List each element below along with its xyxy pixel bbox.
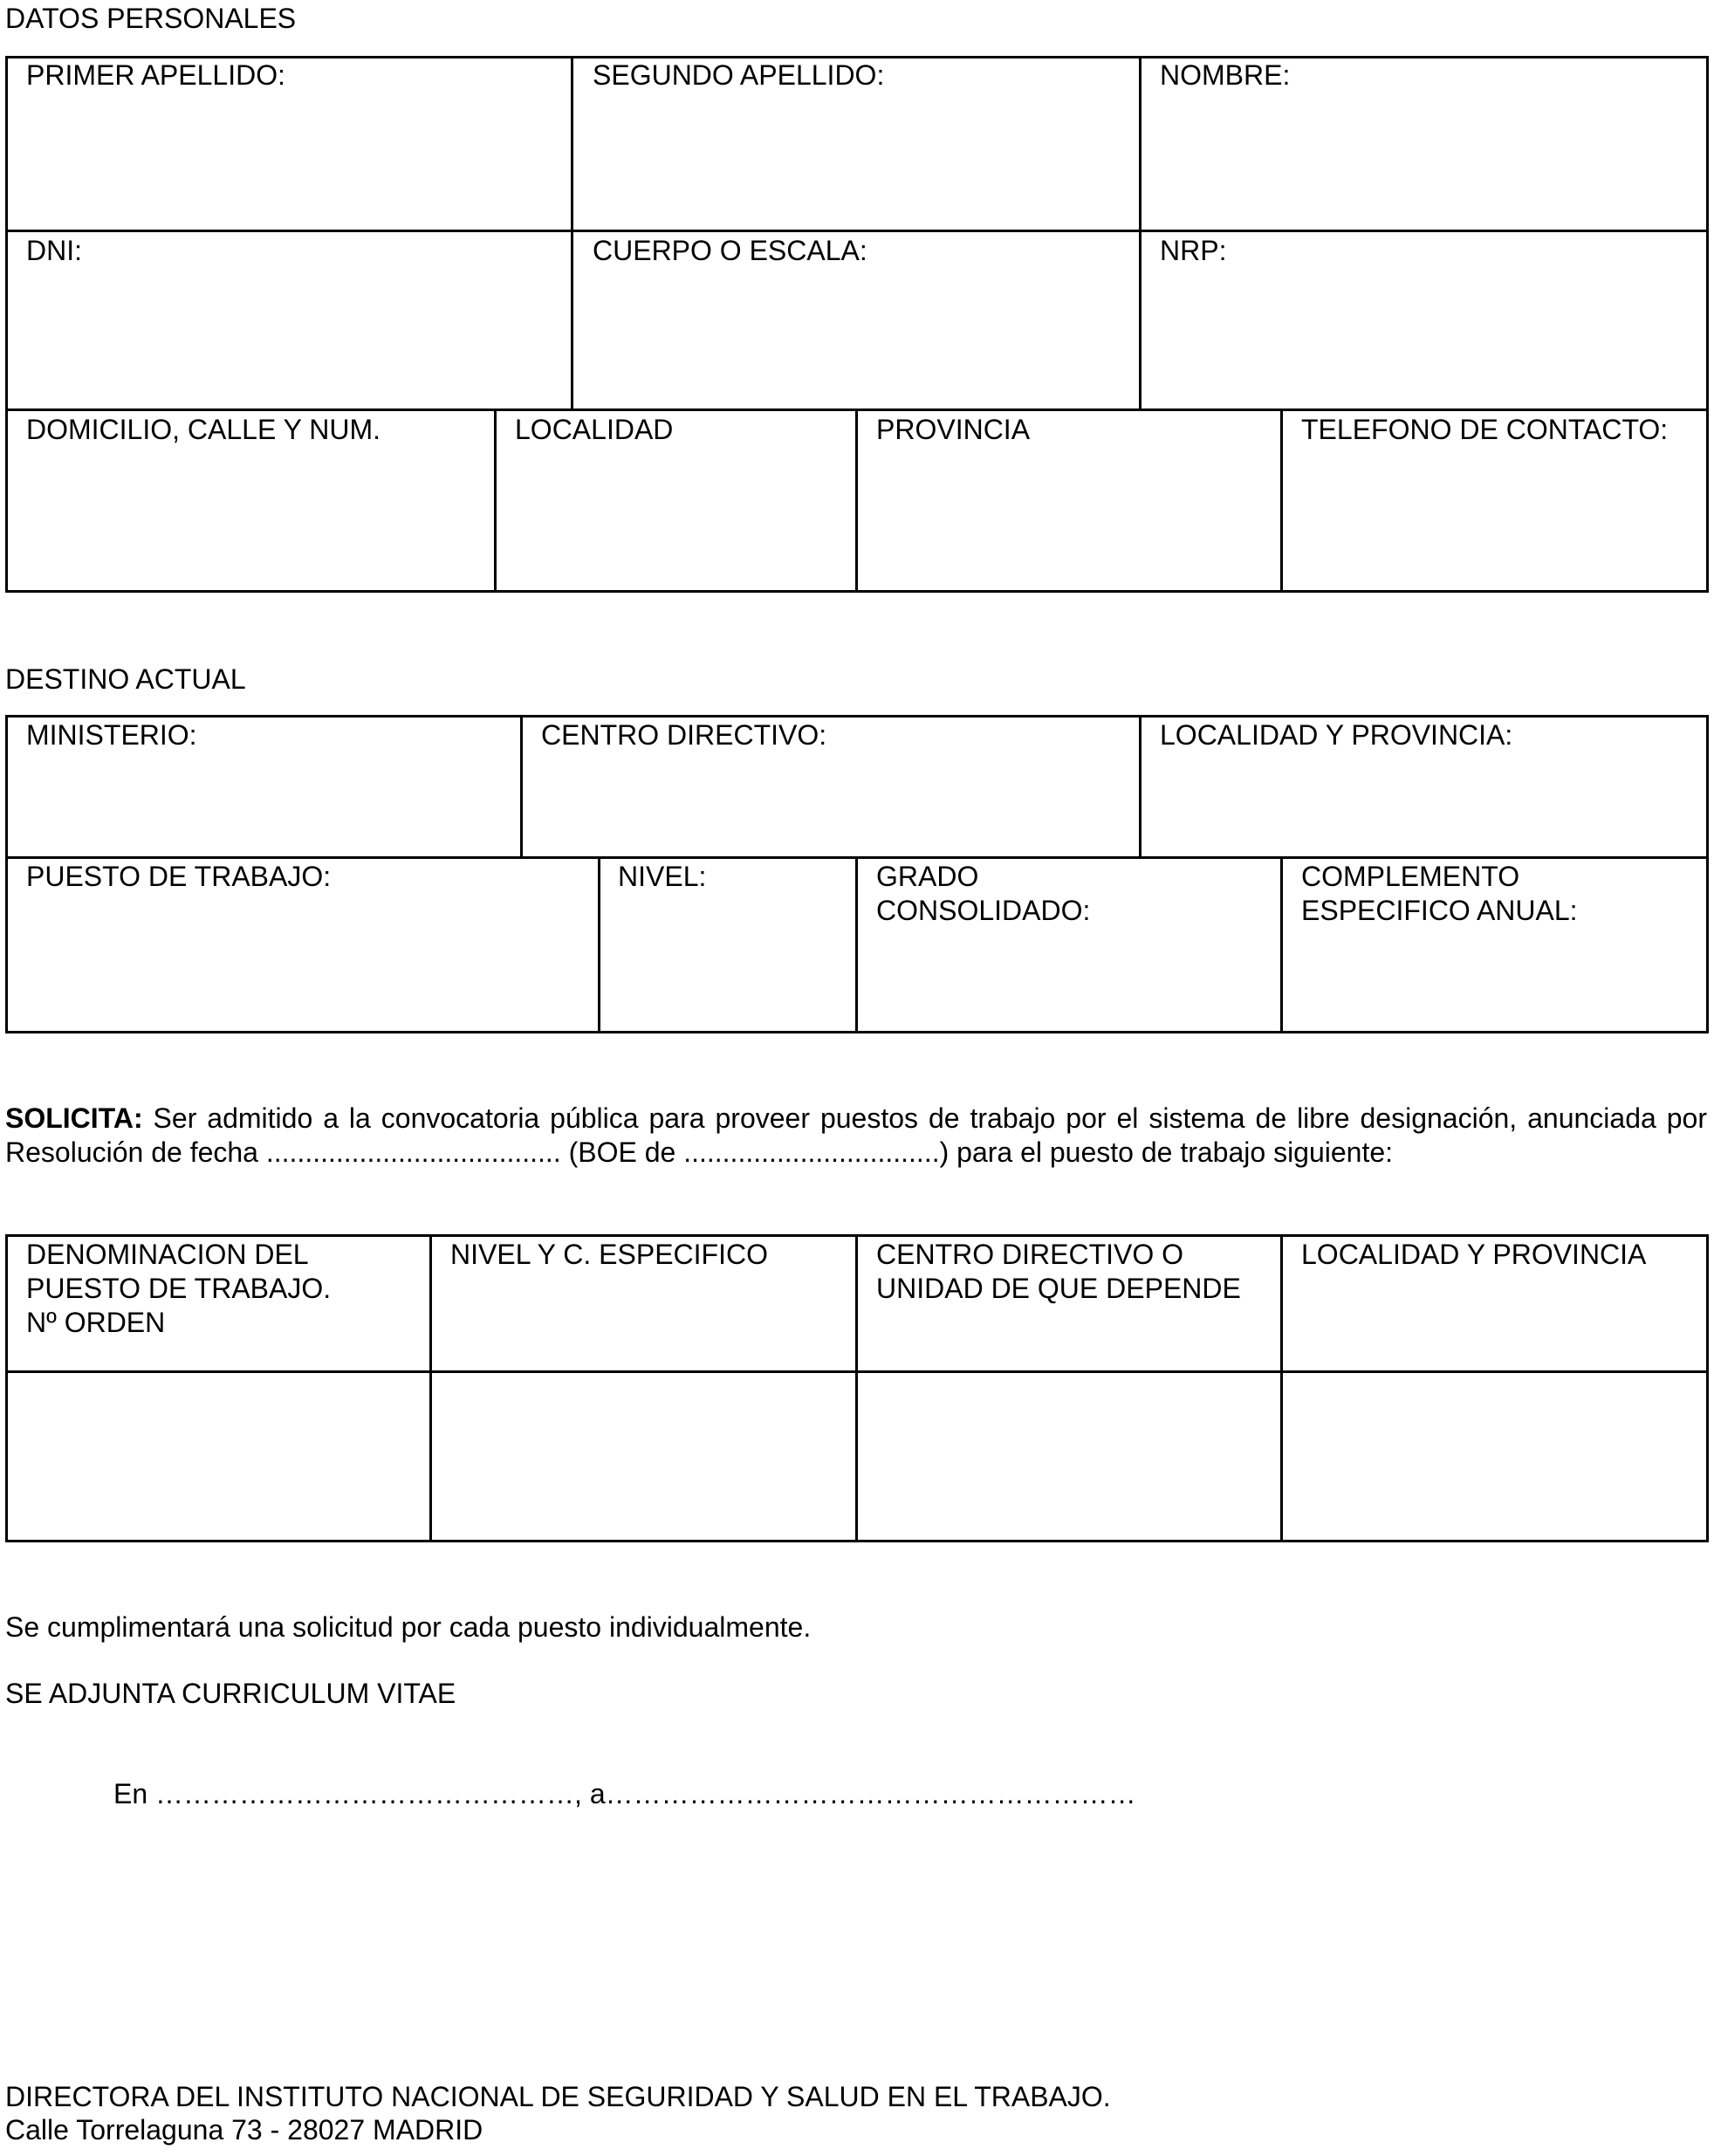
puesto-trabajo-label: PUESTO DE TRABAJO: xyxy=(26,861,332,892)
footer-address: Calle Torrelaguna 73 - 28027 MADRID xyxy=(5,2114,483,2146)
section-heading-destino-actual: DESTINO ACTUAL xyxy=(5,663,246,695)
localidad-provincia-header: LOCALIDAD Y PROVINCIA xyxy=(1301,1239,1647,1270)
localidad-label: LOCALIDAD xyxy=(515,414,674,445)
footer-addressee: DIRECTORA DEL INSTITUTO NACIONAL DE SEGURIDAD Y SALUD EN EL TRABAJO. xyxy=(5,2081,1111,2112)
place-date-line: En ………………………………………, a………………………………………………… xyxy=(113,1778,1136,1809)
solicita-text: Ser admitido a la convocatoria pública para proveer puestos de trabajo por el sistema de libre designación, anunciada por Resolución de fecha ...................................... (BOE de .................................) para el puesto de trabajo siguiente: xyxy=(5,1102,1707,1168)
solicita-label: SOLICITA: xyxy=(5,1102,143,1134)
primer-apellido-label: PRIMER APELLIDO: xyxy=(26,59,285,91)
nombre-label: NOMBRE: xyxy=(1160,59,1291,91)
ministerio-label: MINISTERIO: xyxy=(26,719,197,751)
solicita-paragraph xyxy=(5,1102,1707,1170)
nivel-especifico-header: NIVEL Y C. ESPECIFICO xyxy=(450,1239,768,1270)
section-heading-datos-personales: DATOS PERSONALES xyxy=(5,3,297,34)
nrp-label: NRP: xyxy=(1160,235,1227,266)
note-una-solicitud: Se cumplimentará una solicitud por cada puesto individualmente. xyxy=(5,1611,812,1643)
provincia-label: PROVINCIA xyxy=(876,414,1031,445)
grado-consolidado-label: GRADO CONSOLIDADO: xyxy=(876,861,1091,926)
complemento-label: COMPLEMENTO ESPECIFICO ANUAL: xyxy=(1301,861,1578,926)
dni-label: DNI: xyxy=(26,235,82,266)
cuerpo-escala-label: CUERPO O ESCALA: xyxy=(593,235,867,266)
domicilio-label: DOMICILIO, CALLE Y NUM. xyxy=(26,414,381,445)
centro-directivo-unidad-header: CENTRO DIRECTIVO O UNIDAD DE QUE DEPENDE xyxy=(876,1239,1241,1304)
localidad-provincia-label: LOCALIDAD Y PROVINCIA: xyxy=(1160,719,1513,751)
segundo-apellido-label: SEGUNDO APELLIDO: xyxy=(593,59,885,91)
telefono-label: TELEFONO DE CONTACTO: xyxy=(1301,414,1669,445)
centro-directivo-label: CENTRO DIRECTIVO: xyxy=(541,719,827,751)
nivel-label: NIVEL: xyxy=(618,861,707,892)
denominacion-puesto-header: DENOMINACION DEL PUESTO DE TRABAJO. Nº ORDEN xyxy=(26,1239,332,1338)
note-curriculum: SE ADJUNTA CURRICULUM VITAE xyxy=(5,1678,456,1709)
